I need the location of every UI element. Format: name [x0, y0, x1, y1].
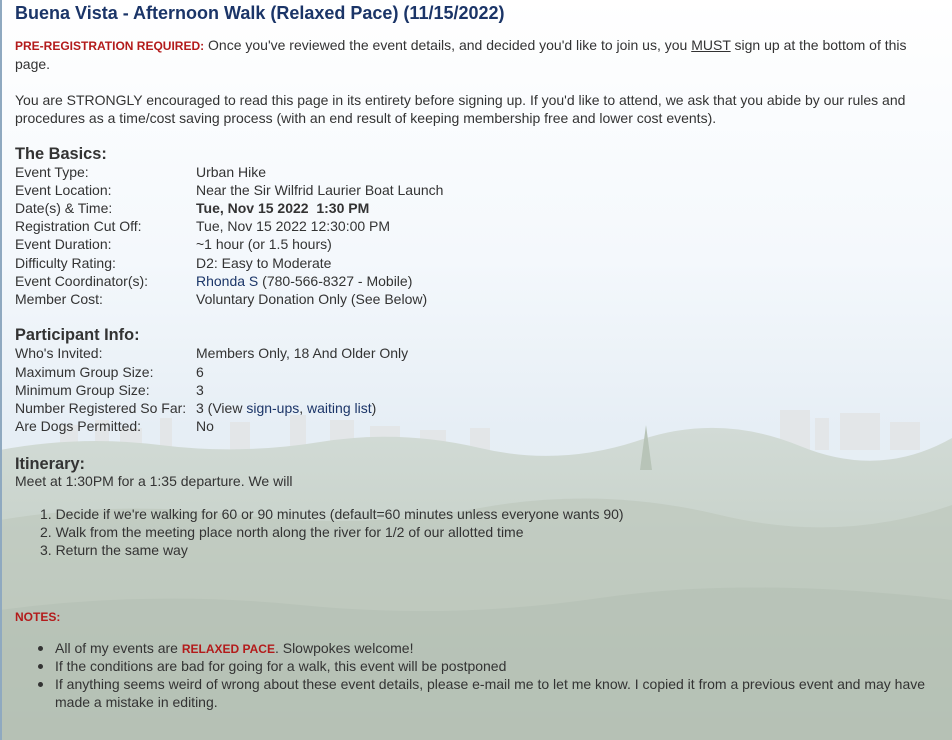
row-value [196, 272, 412, 290]
row-label: Maximum Group Size: [15, 364, 154, 380]
preregistration-notice [15, 36, 935, 73]
row-value: Tue, Nov 15 2022 12:30:00 PM [196, 218, 391, 234]
waiting-list-link[interactable]: waiting list [307, 400, 372, 416]
row-value: 3 [196, 382, 204, 398]
page-title: Buena Vista - Afternoon Walk (Relaxed Pace) (11/15/2022) [15, 3, 505, 23]
notes-item-2: If the conditions are bad for going for a walk, this event will be postponed [55, 658, 507, 674]
itinerary-intro: Meet at 1:30PM for a 1:35 departure. We will [15, 473, 293, 489]
notes-item [55, 657, 935, 675]
intro-paragraph: You are STRONGLY encouraged to read this page in its entirety before signing up. If you'd like to attend, we ask that you abide by our rules and procedures as a time/cost saving process (with an end result of keeping membership free and lower cost events). [15, 92, 906, 126]
row-value: Voluntary Donation Only (See Below) [196, 291, 428, 307]
row-value: No [196, 418, 214, 434]
notes-item-3: If anything seems weird of wrong about these event details, please e-mail me to let me know. I copied it from a previous event and may have made a mistake in editing. [55, 676, 926, 710]
row-label: Event Location: [15, 182, 112, 198]
row-label: Are Dogs Permitted: [15, 418, 142, 434]
row-label: Event Type: [15, 164, 89, 180]
row-label: Event Coordinator(s): [15, 273, 149, 289]
coordinator-link[interactable]: Rhonda S [196, 273, 259, 289]
relaxed-pace-label: RELAXED PACE [181, 642, 275, 656]
row-label: Date(s) & Time: [15, 200, 113, 216]
bullet-icon [38, 664, 43, 669]
notes-item-1-post: . Slowpokes welcome! [274, 640, 414, 656]
registered-separator: , [299, 400, 308, 416]
bullet-icon [38, 646, 43, 651]
notes-item [55, 675, 935, 711]
itinerary-item: 3. Return the same way [40, 542, 188, 558]
page-left-border [0, 0, 2, 740]
notes-item [55, 639, 935, 658]
basics-heading: The Basics: [15, 145, 107, 163]
itinerary-heading: Itinerary: [15, 455, 86, 473]
row-label: Who's Invited: [15, 345, 103, 361]
preregistration-text-2: sign up at the bottom of this page. [15, 37, 907, 72]
bullet-icon [38, 682, 43, 687]
row-label: Number Registered So Far: [15, 400, 187, 416]
row-value: ~1 hour (or 1.5 hours) [196, 236, 332, 252]
must-emphasis: MUST [691, 37, 731, 53]
row-label: Minimum Group Size: [15, 382, 150, 398]
row-label: Registration Cut Off: [15, 218, 142, 234]
registered-suffix: ) [371, 400, 377, 416]
row-value: Members Only, 18 And Older Only [196, 345, 409, 361]
preregistration-text-1: Once you've reviewed the event details, and decided you'd like to join us, you [204, 37, 692, 53]
preregistration-label: PRE-REGISTRATION REQUIRED: [15, 39, 205, 53]
row-value: D2: Easy to Moderate [196, 255, 332, 271]
signups-link[interactable]: sign-ups [246, 400, 300, 416]
row-label: Event Duration: [15, 236, 112, 252]
row-value: Urban Hike [196, 164, 267, 180]
row-value: 6 [196, 364, 204, 380]
itinerary-item: 1. Decide if we're walking for 60 or 90 minutes (default=60 minutes unless everyone wants 90) [40, 506, 624, 522]
row-label: Member Cost: [15, 291, 103, 307]
itinerary-item: 2. Walk from the meeting place north along the river for 1/2 of our allotted time [40, 524, 524, 540]
registered-prefix: 3 (View [196, 400, 247, 416]
row-label: Difficulty Rating: [15, 255, 116, 271]
notes-heading [15, 607, 60, 626]
participant-heading: Participant Info: [15, 326, 140, 344]
notes-label: NOTES: [15, 610, 61, 624]
coordinator-phone: (780-566-8327 - Mobile) [258, 273, 413, 289]
row-value: Tue, Nov 15 2022 1:30 PM [196, 200, 370, 216]
row-value [196, 399, 376, 417]
row-value: Near the Sir Wilfrid Laurier Boat Launch [196, 182, 444, 198]
notes-item-1-pre: All of my events are [55, 640, 182, 656]
